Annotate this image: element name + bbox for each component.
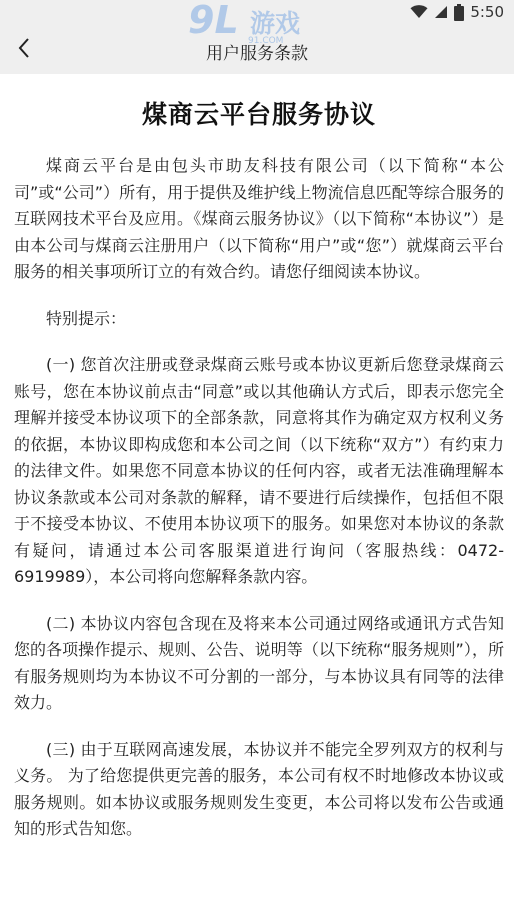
document-title: 煤商云平台服务协议	[141, 100, 376, 129]
battery-icon	[454, 4, 464, 21]
watermark-number: 9L	[188, 0, 239, 42]
page-title: 用户服务条款	[206, 44, 308, 64]
clause-1-paragraph: (一) 您首次注册或登录煤商云账号或本协议更新后您登录煤商云账号，您在本协议前点击“同意”或以其他确认方式后，即表示您完全理解并接受本协议项下的全部条款，同意将其作为确定双方权利义务的依据，本协议即构成您和本公司之间（以下统称“双方”）有约束力的法律文件。如果您不同意本协议的任何内容，或者无法准确理解本协议条款或本公司对条款的解释，请不要进行后续操作，包括但不限于不接受本协议、不使用本协议项下的服务。如果您对本协议的条款有疑问，请通过本公司客服渠道进行询问（客服热线：0472-6919989），本公司将向您解释条款内容。	[14, 355, 504, 586]
status-time: 5:50	[470, 3, 504, 21]
signal-icon	[434, 5, 448, 19]
clause-3-paragraph: (三) 由于互联网高速发展，本协议并不能完全罗列双方的权利与义务。 为了给您提供更完善的服务，本公司有权不时地修改本协议或服务规则。如本协议或服务规则发生变更，本公司将以发布公告或通知的形式告知您。	[14, 739, 504, 838]
agreement-content[interactable]	[14, 74, 504, 863]
wifi-icon	[410, 5, 428, 19]
clause-2-paragraph: (二) 本协议内容包含现在及将来本公司通过网络或通讯方式告知您的各项操作提示、规则、公告、说明等（以下统称“服务规则”），所有服务规则均为本协议不可分割的一部分，与本协议具有同等的法律效力。	[14, 613, 504, 712]
special-notice-heading: 特别提示：	[46, 308, 127, 328]
intro-paragraph: 煤商云平台是由包头市助友科技有限公司（以下简称“本公司”或“公司”）所有，用于提供及维护线上物流信息匹配等综合服务的互联网技术平台及应用。《煤商云服务协议》（以下简称“本协议”）是由本公司与煤商云注册用户（以下简称“用户”或“您”）就煤商云平台服务的相关事项所订立的有效合约。请您仔细阅读本协议。	[14, 156, 504, 281]
watermark-url: 91.COM	[248, 36, 284, 46]
title-bar	[0, 26, 514, 74]
status-icons	[410, 3, 504, 21]
status-bar	[0, 0, 514, 26]
watermark-text: 游戏	[250, 9, 301, 38]
